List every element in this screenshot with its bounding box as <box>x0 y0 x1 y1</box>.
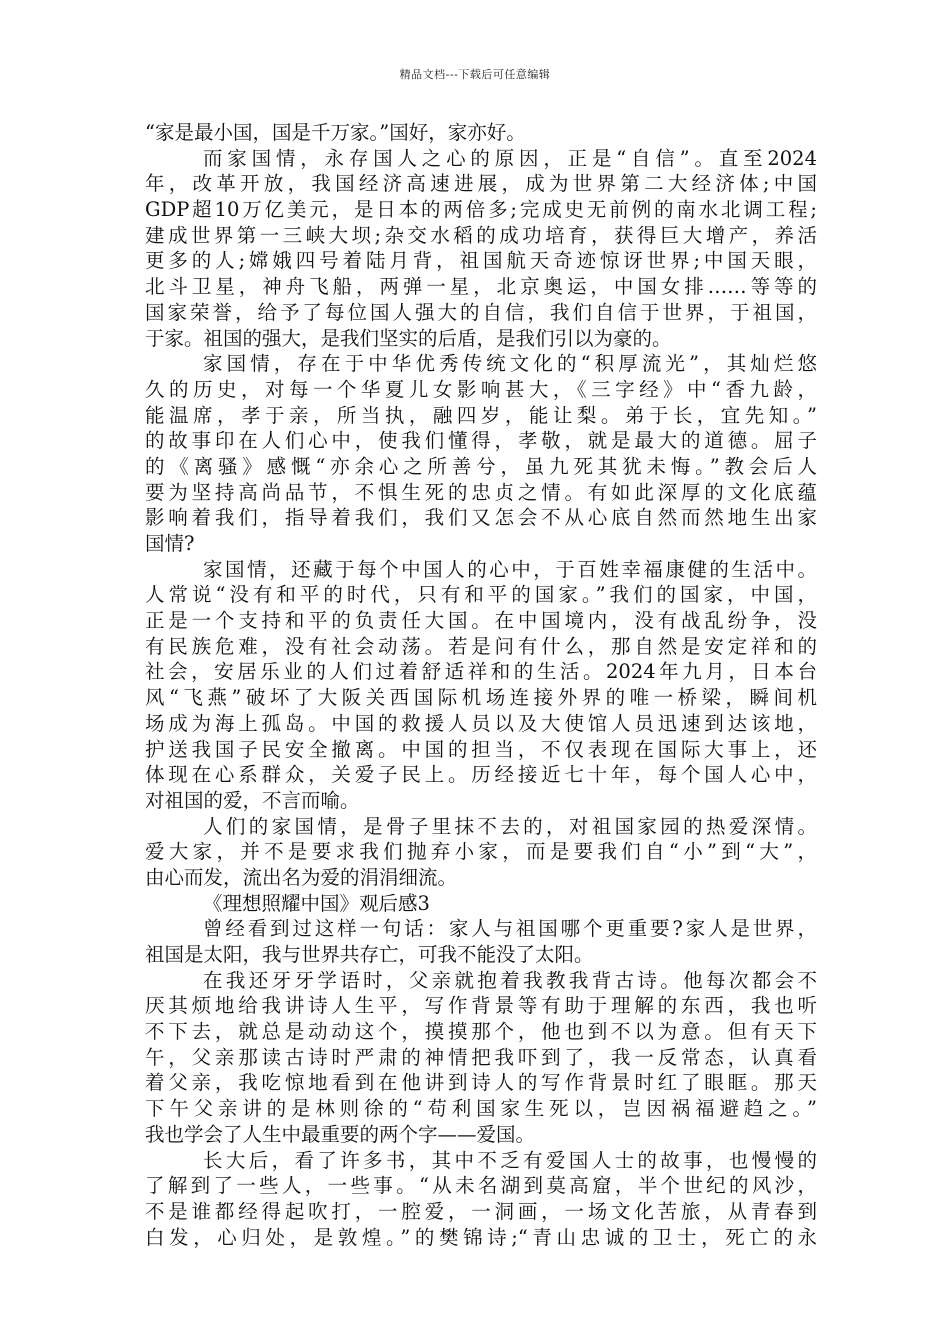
text-line: 于家。祖国的强大，是我们坚实的后盾，是我们引以为豪的。 <box>145 326 672 350</box>
text-line: 爱大家，并不是要求我们抛弃小家，而是要我们自“小”到“大”， <box>145 840 817 864</box>
text-line: 的《离骚》感慨“亦余心之所善兮，虽九死其犹未悔。”教会后人 <box>145 454 817 478</box>
text-line: 了解到了一些人，一些事。“从未名湖到莫高窟，半个世纪的风沙， <box>145 1174 817 1198</box>
text-line: 影响着我们，指导着我们，我们又怎会不从心底自然而然地生出家 <box>145 506 817 530</box>
text-line: 不下去，就总是动动这个，摸摸那个，他也到不以为意。但有天下 <box>145 1020 817 1044</box>
text-line: 下午父亲讲的是林则徐的“苟利国家生死以，岂因祸福避趋之。” <box>145 1097 817 1121</box>
text-line: 《理想照耀中国》观后感3 <box>203 891 430 915</box>
text-line: 白发，心归处，是敦煌。”的樊锦诗;“青山忠诚的卫士，死亡的永 <box>145 1225 817 1249</box>
text-line: 人常说“没有和平的时代，只有和平的国家。”我们的国家，中国， <box>145 583 817 607</box>
text-line: 年，改革开放，我国经济高速进展，成为世界第二大经济体;中国 <box>145 172 817 196</box>
text-line: 要为坚持高尚品节，不惧生死的忠贞之情。有如此深厚的文化底蕴 <box>145 480 817 504</box>
text-line: 护送我国子民安全撤离。中国的担当，不仅表现在国际大事上，还 <box>145 737 817 761</box>
text-line: 曾经看到过这样一句话：家人与祖国哪个更重要?家人是世界， <box>203 917 817 941</box>
text-line: 午，父亲那读古诗时严肃的神情把我吓到了，我一反常态，认真看 <box>145 1045 817 1069</box>
text-line: “家是最小国，国是千万家。”国好，家亦好。 <box>145 121 526 144</box>
text-line: 社会，安居乐业的人们过着舒适祥和的生活。2024年九月，日本台 <box>145 660 817 684</box>
text-line: 国情? <box>145 532 195 555</box>
text-line: 由心而发，流出名为爱的涓涓细流。 <box>145 865 458 889</box>
text-line: 而家国情，永存国人之心的原因，正是“自信”。直至2024 <box>203 146 817 170</box>
text-line: 长大后，看了许多书，其中不乏有爱国人士的故事，也慢慢的 <box>203 1148 817 1172</box>
text-line: 祖国是太阳，我与世界共存亡，可我不能没了太阳。 <box>145 943 594 966</box>
text-line: 更多的人;嫦娥四号着陆月背，祖国航天奇迹惊讶世界;中国天眼， <box>145 249 817 273</box>
text-line: 正是一个支持和平的负责任大国。在中国境内，没有战乱纷争，没 <box>145 609 817 633</box>
text-line: 体现在心系群众，关爱子民上。历经接近七十年，每个国人心中， <box>145 763 817 787</box>
text-line: 我也学会了人生中最重要的两个字——爱国。 <box>145 1122 536 1146</box>
text-line: 不是谁都经得起吹打，一腔爱，一洞画，一场文化苦旅，从青春到 <box>145 1199 817 1223</box>
text-line: 对祖国的爱，不言而喻。 <box>145 788 360 812</box>
text-line: 能温席，孝于亲，所当执，融四岁，能让梨。弟于长，宜先知。” <box>145 403 817 427</box>
document-body <box>145 120 817 1250</box>
text-line: 厌其烦地给我讲诗人生平，写作背景等有助于理解的东西，我也听 <box>145 994 817 1018</box>
text-line: 人们的家国情，是骨子里抹不去的，对祖国家园的热爱深情。 <box>203 814 817 838</box>
text-line: 建成世界第一三峡大坝;杂交水稻的成功培育，获得巨大增产，养活 <box>145 223 817 247</box>
text-line: 的故事印在人们心中，使我们懂得，孝敬，就是最大的道德。屈子 <box>145 429 817 453</box>
text-line: 久的历史，对每一个华夏儿女影响甚大，《三字经》中“香九龄， <box>145 377 817 401</box>
text-line: 着父亲，我吃惊地看到在他讲到诗人的写作背景时红了眼眶。那天 <box>145 1071 817 1095</box>
text-line: 家国情，还藏于每个中国人的心中，于百姓幸福康健的生活中。 <box>203 557 817 581</box>
text-line: 场成为海上孤岛。中国的救援人员以及大使馆人员迅速到达该地， <box>145 711 817 735</box>
text-line: 北斗卫星，神舟飞船，两弹一星，北京奥运，中国女排……等等的 <box>145 275 817 299</box>
text-line: 家国情，存在于中华优秀传统文化的“积厚流光”，其灿烂悠 <box>203 352 817 376</box>
page-header: 精品文档---下载后可任意编辑 <box>399 68 551 81</box>
text-line: 国家荣誉，给予了每位国人强大的自信，我们自信于世界，于祖国， <box>145 300 817 324</box>
text-line: GDP超10万亿美元，是日本的两倍多;完成史无前例的南水北调工程; <box>145 198 817 222</box>
text-line: 在我还牙牙学语时，父亲就抱着我教我背古诗。他每次都会不 <box>203 968 817 992</box>
text-line: 有民族危难，没有社会动荡。若是问有什么，那自然是安定祥和的 <box>145 634 817 658</box>
text-line: 风“飞燕”破坏了大阪关西国际机场连接外界的唯一桥梁，瞬间机 <box>145 686 817 710</box>
